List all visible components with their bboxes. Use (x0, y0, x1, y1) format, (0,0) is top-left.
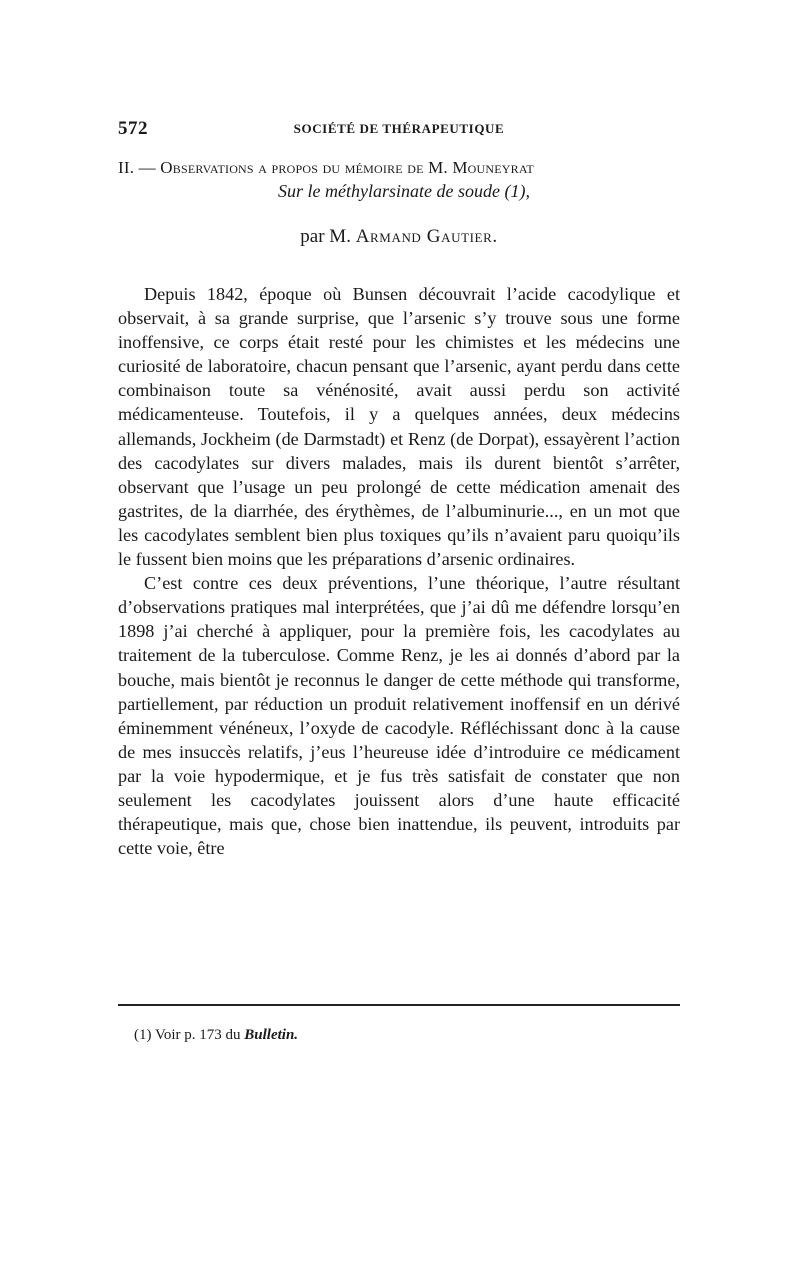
byline-prefix: par M. (300, 226, 356, 247)
page-number: 572 (118, 118, 148, 139)
article-title (118, 158, 680, 178)
footnote-italic: Bulletin. (244, 1027, 299, 1043)
footnote (134, 1027, 298, 1044)
title-prefix: II. — (118, 158, 161, 177)
footnote-divider (118, 1004, 680, 1006)
title-text: Observations a propos du mémoire de M. Mouneyrat (160, 158, 534, 177)
article-subtitle: Sur le méthylarsinate de soude (1), (278, 181, 530, 201)
article-body (118, 282, 680, 860)
paragraph: Depuis 1842, époque où Bunsen découvrait l’acide cacodylique et observait, à sa grande surprise, que l’arsenic s’y trouve sous une forme inoffensive, ce corps était resté pour les chimistes et les médecins une curiosité de laboratoire, chacun pensant que l’arsenic, ayant perdu dans cette combinaison toute sa vénénosité, avait aussi perdu son activité médicamenteuse. Toutefois, il y a quelques années, deux médecins allemands, Jockheim (de Darmstadt) et Renz (de Dorpat), essayèrent l’action des cacodylates sur divers malades, mais ils durent bientôt s’arrêter, observant que l’usage un peu prolongé de cette médication amenait des gastrites, de la diarrhée, des érythèmes, de l’albuminurie..., en un mot que les cacodylates semblent bien plus toxiques qu’ils n’avaient paru quoiqu’ils le fussent bien moins que les préparations d’arsenic ordinaires. (118, 284, 680, 570)
running-head (118, 118, 680, 140)
footnote-text: (1) Voir p. 173 du (134, 1027, 245, 1043)
author-name: Armand Gautier. (355, 226, 498, 247)
article-heading (118, 158, 680, 248)
paragraph: C’est contre ces deux préventions, l’une théorique, l’autre résultant d’observations pratiques mal interprétées, que j’ai dû me défendre lorsqu’en 1898 j’ai cherché à appliquer, pour la première fois, les cacodylates au traitement de la tuberculose. Comme Renz, je les ai donnés d’abord par la bouche, mais bientôt je reconnus le danger de cette méthode qui transforme, partiellement, par réduction un produit relativement inoffensif en un dérivé éminemment vénéneux, l’oxyde de cacodyle. Réfléchissant donc à la cause de mes insuccès relatifs, j’eus l’heureuse idée d’introduire ce médicament par la voie hypodermique, et je fus très satisfait de constater que non seulement les cacodylates jouissent alors d’une haute efficacité thérapeutique, mais que, chose bien inattendue, ils peuvent, introduits par cette voie, être (118, 573, 680, 859)
journal-title: SOCIÉTÉ DE THÉRAPEUTIQUE (293, 121, 505, 136)
byline (118, 226, 680, 248)
